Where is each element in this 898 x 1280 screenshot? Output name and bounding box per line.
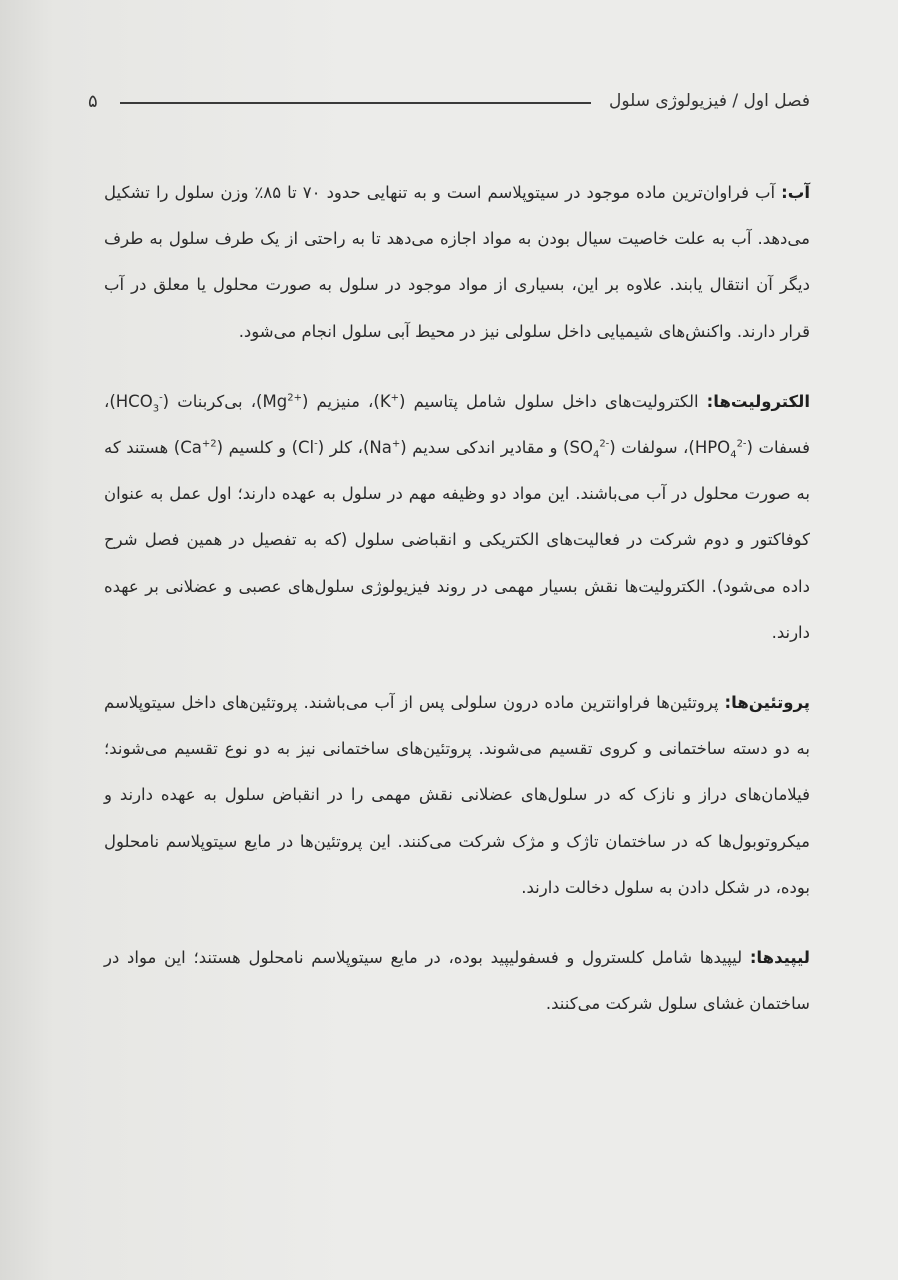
formula-calcium <box>180 438 216 457</box>
formula-potassium <box>380 392 399 411</box>
page-number: ۵ <box>88 90 98 112</box>
term-water: آب: <box>781 183 810 202</box>
formula-symbol: Cl <box>298 438 315 458</box>
formula-sulfate <box>569 438 610 461</box>
formula-charge: 2- <box>599 438 610 450</box>
formula-charge: - <box>159 392 163 404</box>
formula-symbol: K <box>379 391 391 411</box>
electrolytes-text: )، منیزیم ( <box>301 391 380 411</box>
term-lipids: لیپیدها: <box>749 948 810 968</box>
formula-charge: 2+ <box>287 392 302 404</box>
electrolytes-text: )، سولفات ( <box>609 438 695 458</box>
formula-subscript: 4 <box>592 449 600 461</box>
lipids-text: لیپیدها شامل کلسترول و فسفولیپید بوده، در مایع سیتوپلاسم نامحلول هستند؛ این مواد در ساختمان غشای سلول شرکت می‌کنند. <box>104 948 810 1014</box>
electrolytes-text: ) و مقادیر اندکی سدیم ( <box>400 438 570 458</box>
formula-symbol: HPO <box>694 438 731 458</box>
formula-symbol: SO <box>569 438 593 458</box>
formula-charge: + <box>391 438 401 450</box>
paragraph-proteins <box>104 680 810 911</box>
term-proteins: پروتئین‌ها: <box>724 693 810 713</box>
formula-symbol: Mg <box>262 391 288 411</box>
formula-chloride <box>298 438 318 457</box>
formula-magnesium <box>263 392 302 411</box>
formula-symbol: HCO <box>115 391 153 411</box>
proteins-text: پروتئین‌ها فراوانترین ماده درون سلولی پس از آب می‌باشند. پروتئین‌های داخل سیتوپلاسم به دو دسته ساختمانی و کروی تقسیم می‌شوند. پروتئین‌های ساختمانی نیز به دو نوع تقسیم می‌شوند؛ فیلامان‌های دراز و نازک که در سلول‌های عضلانی نقش مهمی را در انقباض سلول به عهده دارند و میکروتوبول‌ها که در ساختمان تاژک و مژک شرکت می‌کنند. این پروتئین‌ها در مایع سیتوپلاسم نامحلول بوده، در شکل دادن به سلول دخالت دارند. <box>104 693 810 897</box>
formula-bicarbonate <box>115 391 163 415</box>
formula-phosphate <box>694 438 747 461</box>
electrolytes-text: )، بی‌کربنات ( <box>162 391 263 411</box>
page-body <box>104 170 810 1051</box>
electrolytes-text: الکترولیت‌های داخل سلول شامل پتاسیم ( <box>399 391 707 411</box>
formula-subscript: 3 <box>152 403 160 415</box>
formula-symbol: Ca <box>180 438 202 458</box>
formula-charge: 2- <box>736 438 747 450</box>
electrolytes-text: ) هستند که به صورت محلول در آب می‌باشند. این مواد دو وظیفه مهم در سلول به عهده دارند؛ اول عمل به عنوان کوفاکتور و دوم شرکت در فعالیت‌های الکتریکی و انقباضی سلول (که به تفصیل در همین فصل شرح داده می‌شود). الکترولیت‌ها نقش بسیار مهمی در روند فیزیولوژی سلول‌های عصبی و عضلانی بر عهده دارند. <box>104 438 810 642</box>
paragraph-water <box>104 170 810 355</box>
chapter-title: فصل اول / فیزیولوژی سلول <box>608 91 810 111</box>
header-rule <box>120 102 591 104</box>
formula-charge: - <box>314 438 318 450</box>
paragraph-electrolytes <box>104 379 810 656</box>
water-text: آب فراوان‌ترین ماده موجود در سیتوپلاسم است و به تنهایی حدود ۷۰ تا ۸۵٪ وزن سلول را تشکیل می‌دهد. آب به علت خاصیت سیال بودن به مواد اجازه می‌دهد تا به راحتی از یک طرف سلول به طرف دیگر آن انتقال یابند. علاوه بر این، بسیاری از مواد موجود در سلول به صورت محلول یا معلق در آب قرار دارند. واکنش‌های شیمیایی داخل سلولی نیز در محیط آبی سلول انجام می‌شود. <box>104 183 810 341</box>
page-header <box>88 86 810 116</box>
term-electrolytes: الکترولیت‌ها: <box>706 391 810 411</box>
formula-symbol: Na <box>369 438 392 458</box>
electrolytes-text: ) و کلسیم ( <box>216 438 299 458</box>
formula-charge: +2 <box>201 438 217 450</box>
formula-charge: + <box>390 392 400 404</box>
formula-subscript: 4 <box>730 449 737 461</box>
formula-sodium <box>369 438 400 457</box>
electrolytes-text: )، کلر ( <box>317 438 370 458</box>
paragraph-lipids <box>104 935 810 1027</box>
electrolytes-text: )، فسفات ( <box>104 391 811 458</box>
